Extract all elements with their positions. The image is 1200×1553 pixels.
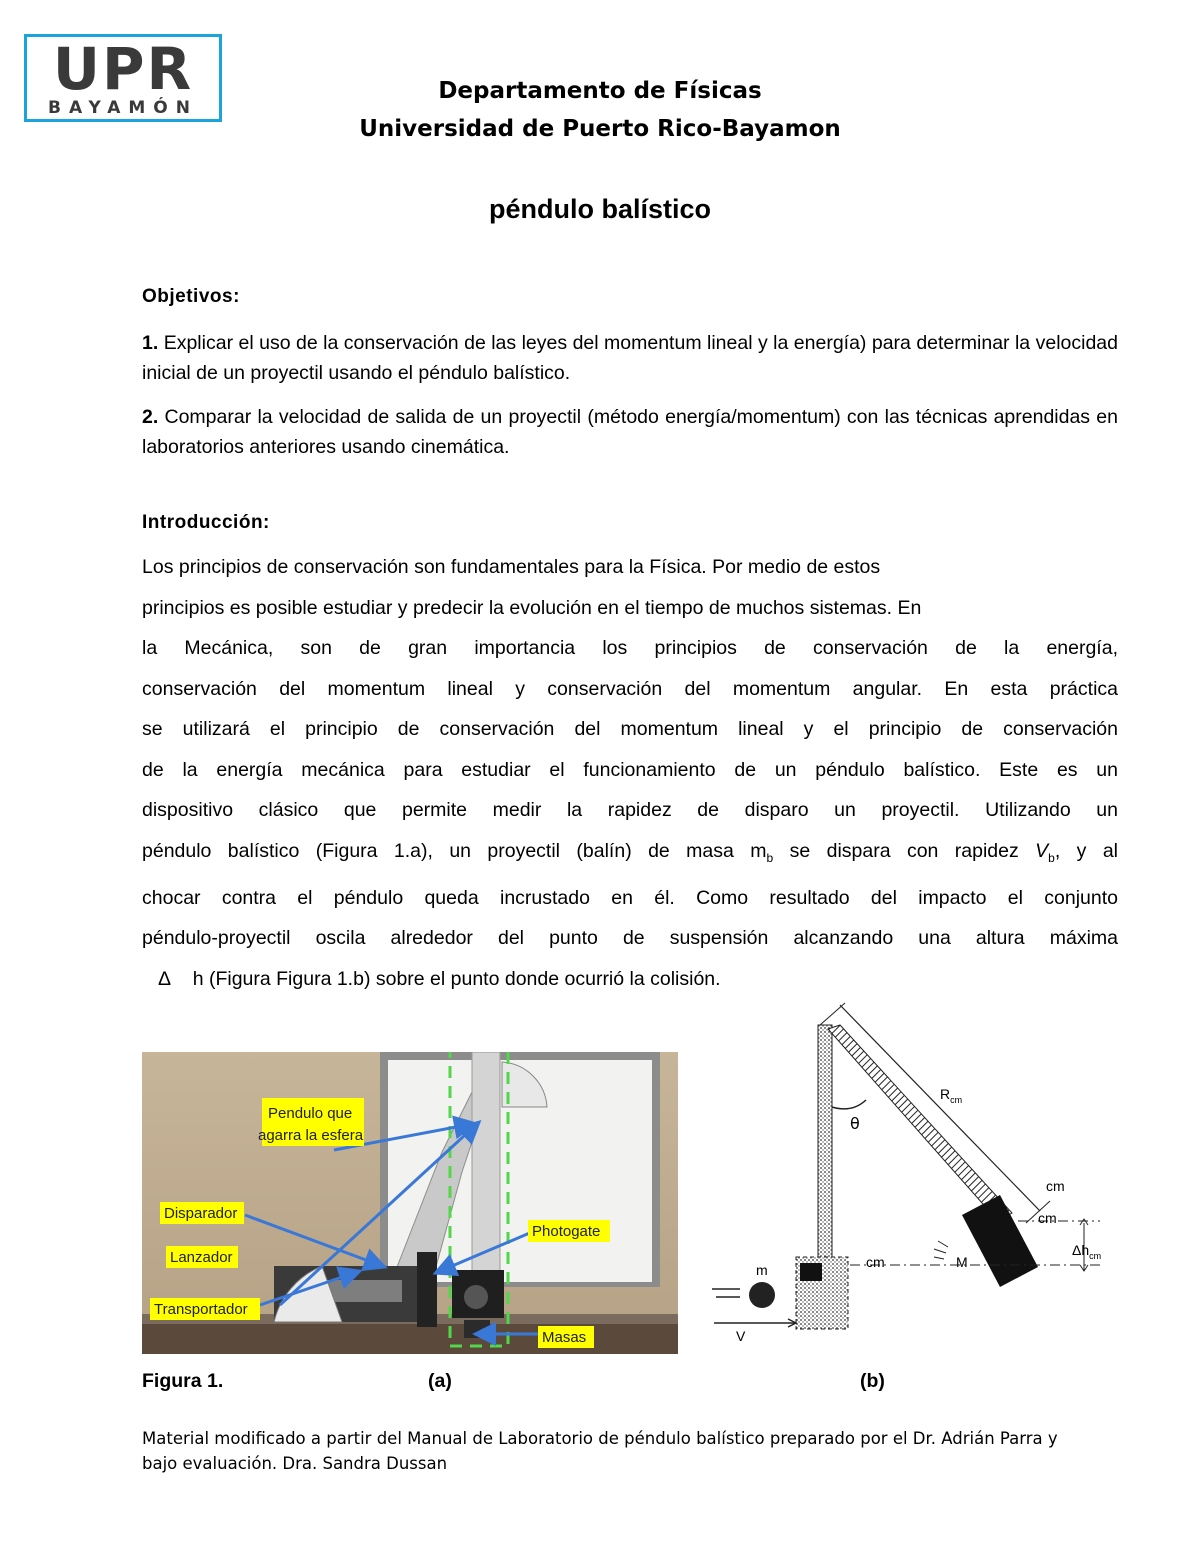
figure-1a-photo xyxy=(142,1052,678,1354)
label-cm-low: cm xyxy=(866,1254,885,1270)
objective-2 xyxy=(142,402,1118,462)
figure-caption-b: (b) xyxy=(860,1370,885,1392)
intro-line xyxy=(142,831,1118,878)
intro-line-part: h (Figura Figura 1.b) sobre el punto donde ocurrió la colisión. xyxy=(192,967,721,990)
intro-line: conservación del momentum lineal y conservación del momentum angular. En esta práctica xyxy=(142,677,1118,700)
objectives-heading: Objetivos: xyxy=(142,286,240,307)
objective-1-text: Explicar el uso de la conservación de las leyes del momentum lineal y la energía) para determinar la velocidad inicial de un proyectil usando el péndulo balístico. xyxy=(142,332,1118,384)
footer-line-1: Material modificado a partir del Manual de Laboratorio de péndulo balístico preparado por el Dr. Adrián Parra y xyxy=(142,1429,1058,1448)
figure-caption: Figura 1. xyxy=(142,1370,224,1392)
intro-line: Los principios de conservación son fundamentales para la Física. Por medio de estos xyxy=(142,556,881,578)
introduction-heading: Introducción: xyxy=(142,512,270,533)
footer-line-2: bajo evaluación. Dra. Sandra Dussan xyxy=(142,1454,448,1473)
figure-1b-diagram xyxy=(700,995,1120,1365)
label-v: V xyxy=(736,1328,746,1344)
velocity-symbol: V xyxy=(1035,839,1049,862)
footer-note xyxy=(142,1426,1132,1476)
intro-line: principios es posible estudiar y predecir la evolución en el tiempo de muchos sistemas. En xyxy=(142,596,922,619)
label-disparador: Disparador xyxy=(164,1205,238,1222)
label-masas: Masas xyxy=(542,1329,587,1346)
dimension-line-r xyxy=(840,1005,1040,1211)
projectile-ball xyxy=(749,1282,775,1308)
intro-line: péndulo-proyectil oscila alrededor del punto de suspensión alcanzando una altura máxima xyxy=(142,927,1118,950)
label-cm-mid: cm xyxy=(1038,1210,1057,1226)
label-photogate: Photogate xyxy=(532,1223,601,1240)
label-r-cm: $R_{cm}$ xyxy=(940,1086,963,1105)
intro-line: se utilizará el principio de conservación del momentum lineal y el principio de conservación xyxy=(142,718,1118,740)
intro-line: de la energía mecánica para estudiar el funcionamiento de un péndulo balístico. Este es un xyxy=(142,758,1118,781)
introduction-body xyxy=(142,547,1118,999)
pendulum-body xyxy=(962,1195,1038,1287)
label-delta-h: $\Delta h_{cm}$ xyxy=(1072,1242,1102,1261)
objective-2-text: Comparar la velocidad de salida de un proyectil (método energía/momentum) con las técnicas aprendidas en laboratorios anteriores usando cinemática. xyxy=(142,406,1118,458)
label-M: M xyxy=(956,1254,968,1270)
intro-line-part: péndulo balístico (Figura 1.a), un proyectil (balín) de masa m xyxy=(142,839,767,862)
velocity-subscript: b xyxy=(1048,850,1055,865)
label-cm-top: cm xyxy=(1046,1178,1065,1194)
intro-line-part: , y al xyxy=(1054,839,1119,862)
logo-upr-text: UPR xyxy=(52,37,194,103)
label-theta: θ xyxy=(850,1114,860,1133)
intro-line: la Mecánica, son de gran importancia los principios de conservación de la energía, xyxy=(142,637,1118,659)
figure-caption-a: (a) xyxy=(428,1370,452,1392)
intro-line: chocar contra el péndulo queda incrustado en él. Como resultado del impacto el conjunto xyxy=(142,886,1118,909)
label-pendulo-line2: agarra la esfera xyxy=(258,1127,364,1144)
intro-line-part: se dispara con rapidez xyxy=(773,839,1036,862)
intro-line: dispositivo clásico que permite medir la rapidez de disparo un proyectil. Utilizando un xyxy=(142,799,1118,821)
table-surface xyxy=(142,1322,678,1354)
university-name: Universidad de Puerto Rico-Bayamon xyxy=(359,116,841,142)
department-name: Departamento de Físicas xyxy=(438,78,762,104)
label-lanzador: Lanzador xyxy=(170,1249,233,1266)
objective-2-number: 2. xyxy=(142,406,159,428)
label-pendulo-line1: Pendulo que xyxy=(268,1105,353,1122)
mass-subscript: b xyxy=(766,850,774,865)
objective-1-number: 1. xyxy=(142,332,159,354)
objective-1 xyxy=(142,328,1118,388)
document-title: péndulo balístico xyxy=(488,194,711,224)
delta-symbol: Δ xyxy=(158,967,172,990)
label-transportador: Transportador xyxy=(154,1301,248,1318)
label-m: m xyxy=(756,1262,768,1278)
intro-line xyxy=(142,959,1118,1000)
logo-bayamon-text: BAYAMÓN xyxy=(48,98,198,118)
angle-arc xyxy=(832,1100,866,1109)
